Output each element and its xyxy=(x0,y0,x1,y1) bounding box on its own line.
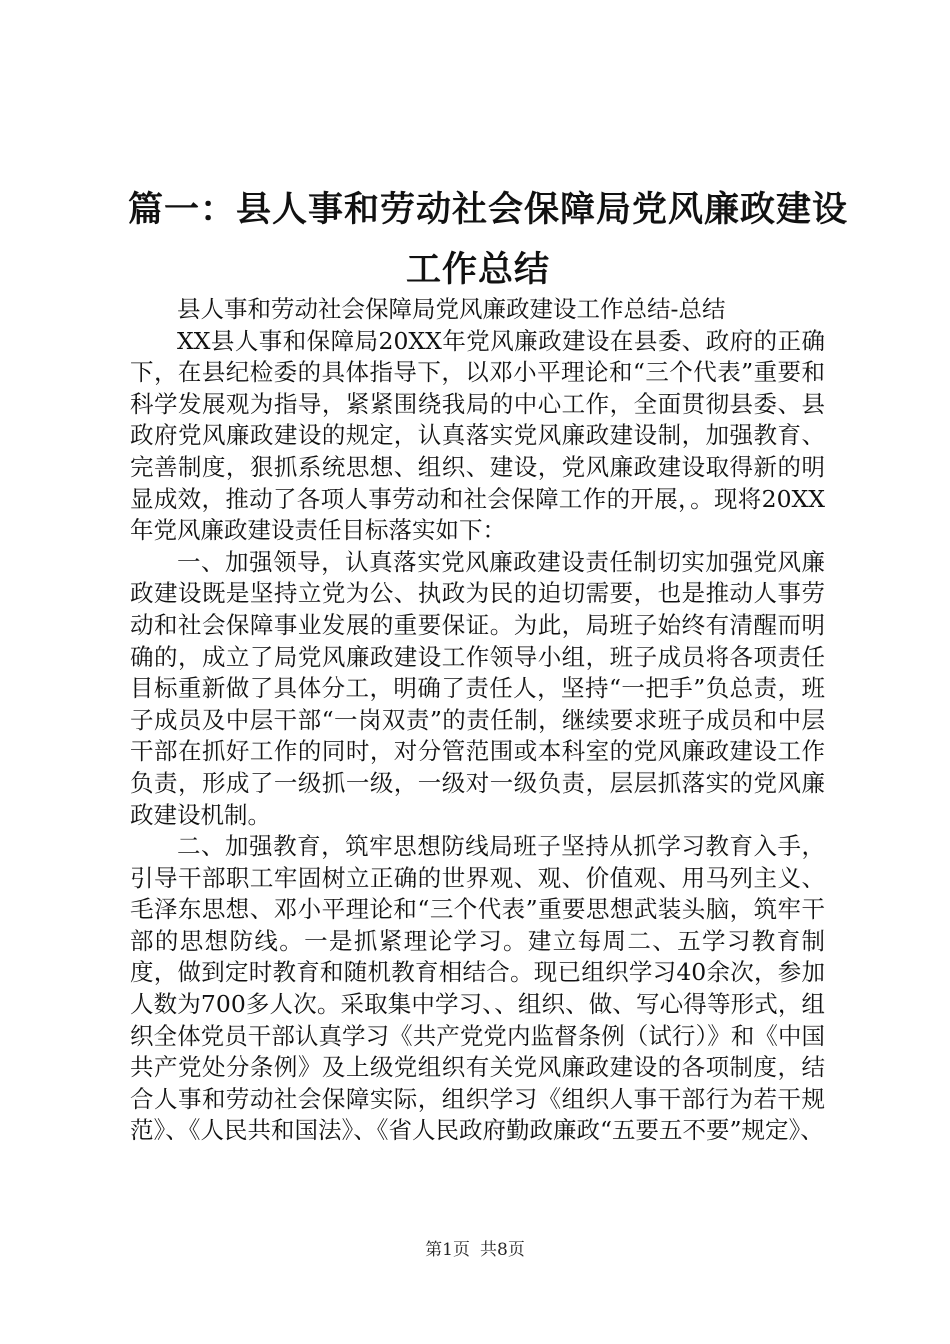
page-number: 第1页 xyxy=(425,1240,470,1260)
intro-paragraph: XX县人事和保障局20XX年党风廉政建设在县委、政府的正确下，在县纪检委的具体指导下，以邓小平理论和“三个代表”重要和科学发展观为指导，紧紧围绕我局的中心工作，全面贯彻县委、县政府党风廉政建设的规定，认真落实党风廉政建设制，加强教育、完善制度，狠抓系统思想、组织、建设，党风廉政建设取得新的明显成效，推动了各项人事劳动和社会保障工作的开展，。现将20XX年党风廉政建设责任目标落实如下： xyxy=(130,326,825,545)
document-body xyxy=(130,294,825,1147)
page-footer xyxy=(0,1238,950,1262)
page-total: 共8页 xyxy=(480,1240,525,1260)
title-line-2: 工作总结 xyxy=(405,250,550,290)
section-two-paragraph: 二、加强教育，筑牢思想防线局班子坚持从抓学习教育入手，引导干部职工牢固树立正确的世界观、观、价值观、用马列主义、毛泽东思想、邓小平理论和“三个代表”重要思想武装头脑，筑牢干部的思想防线。一是抓紧理论学习。建立每周二、五学习教育制度，做到定时教育和随机教育相结合。现已组织学习40余次，参加人数为700多人次。采取集中学习、、组织、做、写心得等形式，组织全体党员干部认真学习《共产党党内监督条例（试行）》和《中国共产党处分条例》及上级党组织有关党风廉政建设的各项制度，结合人事和劳动社会保障实际，组织学习《组织人事干部行为若干规范》、《人民共和国法》、《省人民政府勤政廉政“五要五不要”规定》、 xyxy=(130,832,825,1145)
title-line-1: 篇一：县人事和劳动社会保障局党风廉政建设 xyxy=(128,190,849,230)
subtitle-paragraph: 县人事和劳动社会保障局党风廉政建设工作总结-总结 xyxy=(177,295,726,323)
section-one-paragraph: 一、加强领导，认真落实党风廉政建设责任制切实加强党风廉政建设既是坚持立党为公、执政为民的迫切需要，也是推动人事劳动和社会保障事业发展的重要保证。为此，局班子始终有清醒而明确的，成立了局党风廉政建设工作领导小组，班子成员将各项责任目标重新做了具体分工，明确了责任人，坚持“一把手”负总责，班子成员及中层干部“一岗双责”的责任制，继续要求班子成员和中层干部在抓好工作的同时，对分管范围或本科室的党风廉政建设工作负责，形成了一级抓一级，一级对一级负责，层层抓落实的党风廉政建设机制。 xyxy=(130,547,825,829)
document-title xyxy=(128,180,849,300)
